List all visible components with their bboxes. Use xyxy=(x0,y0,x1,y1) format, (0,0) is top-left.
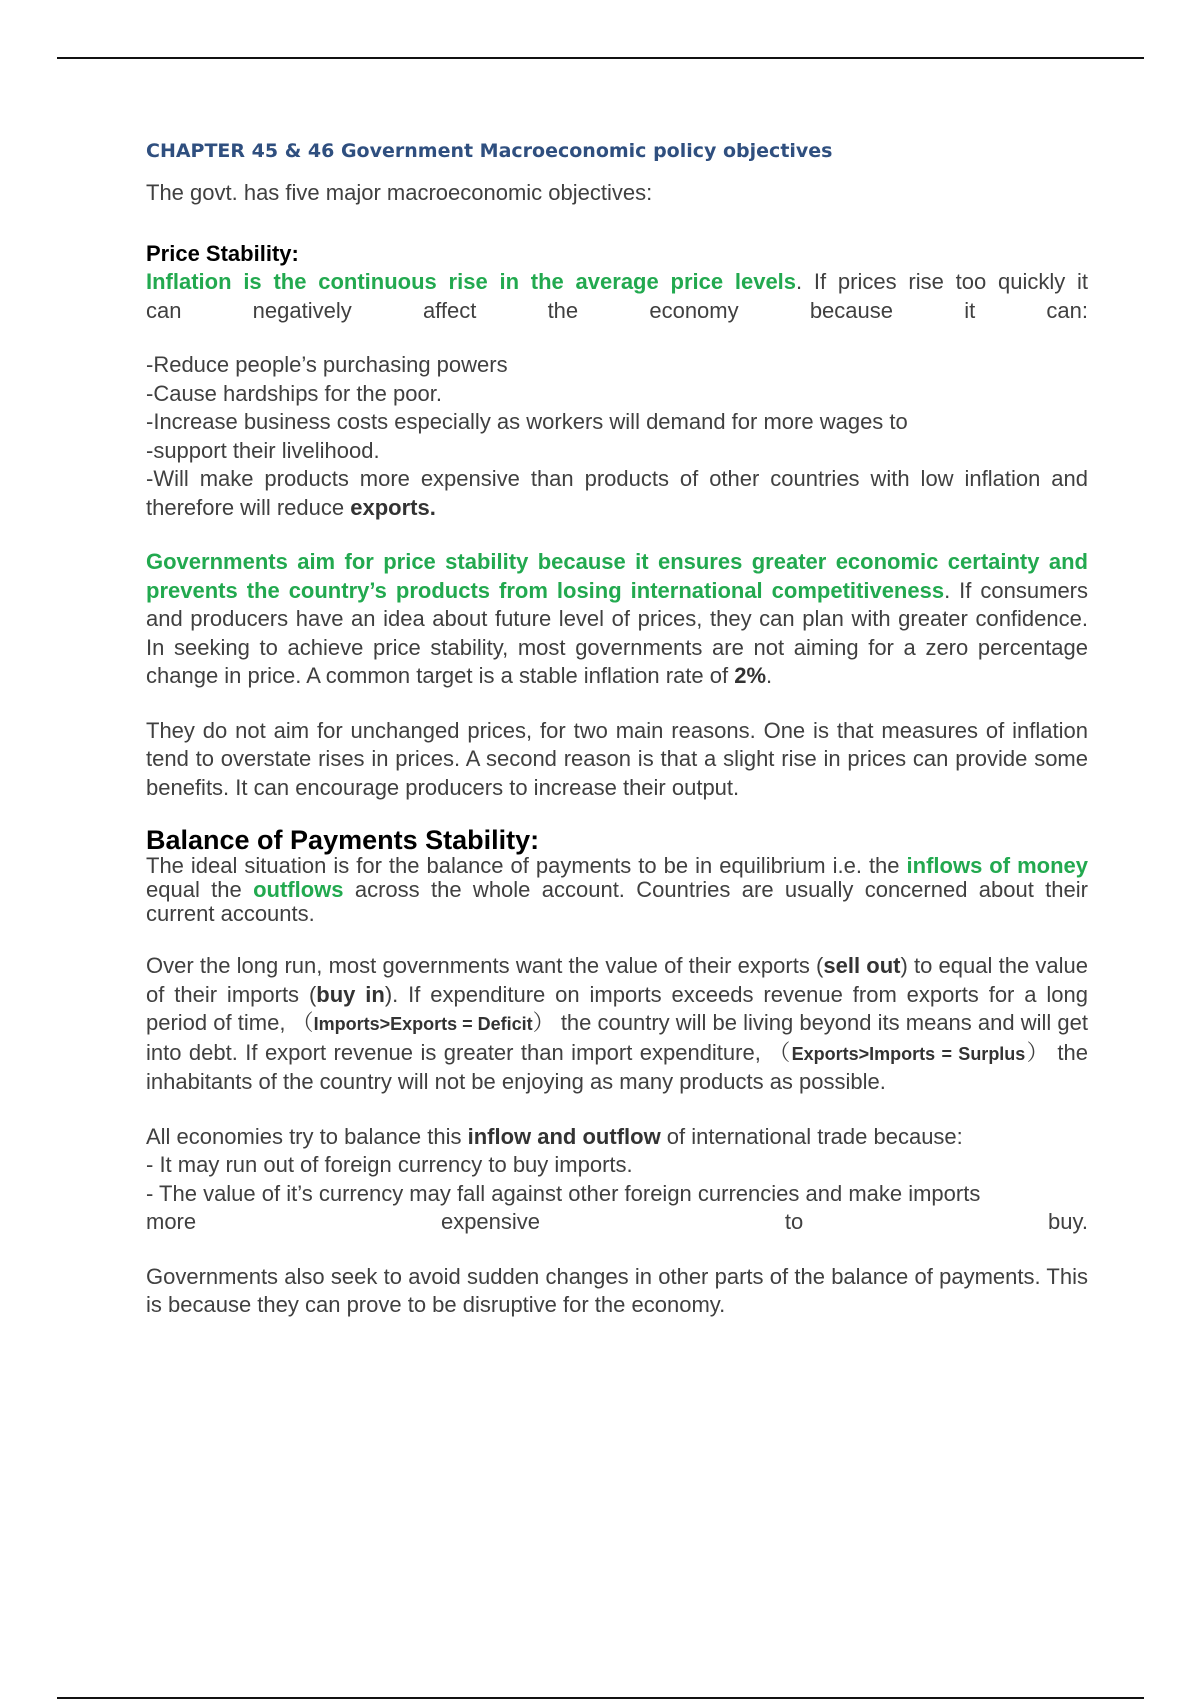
footer-rule xyxy=(57,1697,1144,1699)
list-item: -Will make products more expensive than products of other countries with low inflation and therefore will reduce exports. xyxy=(146,466,1088,520)
list-item: -Cause hardships for the poor. xyxy=(146,380,442,406)
list-item: - The value of it’s currency may fall against other foreign currencies and make imports xyxy=(146,1180,981,1206)
balance-trade-paragraph: All economies try to balance this inflow and outflow of international trade because: xyxy=(146,1123,963,1149)
list-item: -Reduce people’s purchasing powers xyxy=(146,352,508,377)
bop-equilibrium-paragraph: The ideal situation is for the balance of payments to be in equilibrium i.e. the inflows of money equal the outflows across the whole account. Countries are usually concerned about their current accounts. xyxy=(146,853,1088,926)
unchanged-prices-paragraph: They do not aim for unchanged prices, for two main reasons. One is that measures of inflation tend to overstate rises in prices. A second reason is that a slight rise in prices can provide some benefits. It can encourage producers to increase their output. xyxy=(146,717,1088,800)
surplus-formula: Exports>Imports = Surplus xyxy=(791,1043,1026,1064)
price-stability-aim-paragraph: Governments aim for price stability because it ensures greater economic certainty and prevents the country’s products from losing international competitiveness. If consumers and producers have an idea about future level of prices, they can plan with greater confidence. In seeking to achieve price stability, most governments are not aiming for a zero percentage change in price. A common target is a stable inflation rate of 2%. xyxy=(146,549,1089,688)
page-content xyxy=(146,140,1088,1320)
inflation-definition-highlight: Inflation is the continuous rise in the average price levels xyxy=(146,269,797,294)
intro-text: The govt. has five major macroeconomic objectives: xyxy=(146,180,653,205)
inflation-target: 2% xyxy=(734,663,767,688)
list-item-cont: more expensive to buy. xyxy=(146,1209,1088,1234)
inflation-definition-cont: can negatively affect the economy because it can: xyxy=(146,297,1088,323)
list-item: - It may run out of foreign currency to buy imports. xyxy=(146,1152,633,1177)
chapter-title: CHAPTER 45 & 46 Government Macroeconomic policy objectives xyxy=(146,140,833,162)
deficit-formula: Imports>Exports = Deficit xyxy=(313,1014,533,1034)
header-rule xyxy=(57,57,1144,59)
price-stability-aim-highlight: Governments aim for price stability because it ensures greater economic certainty and prevents the country’s products from losing international competitiveness xyxy=(146,549,1088,603)
list-item: -support their livelihood. xyxy=(146,437,380,463)
list-item: -Increase business costs especially as workers will demand for more wages to xyxy=(146,409,908,434)
sudden-changes-paragraph: Governments also seek to avoid sudden changes in other parts of the balance of payments. This is because they can prove to be disruptive for the economy. xyxy=(146,1263,1088,1317)
exports-imports-paragraph: Over the long run, most governments want the value of their exports (sell out) to equal the value of their imports (buy in). If expenditure on imports exceeds revenue from exports for a long period of time, （Imports>Exports = Deficit） the country will be living beyond its means and will get into debt. If export revenue is greater than import expenditure, （Exports>Imports = Surplus） the inhabitants of the country will not be enjoying as many products as possible. xyxy=(146,953,1089,1094)
inflation-definition: Inflation is the continuous rise in the average price levels. If prices rise too quickly it xyxy=(146,269,1089,294)
balance-of-payments-heading: Balance of Payments Stability: xyxy=(146,825,540,855)
price-stability-heading: Price Stability: xyxy=(146,241,299,266)
